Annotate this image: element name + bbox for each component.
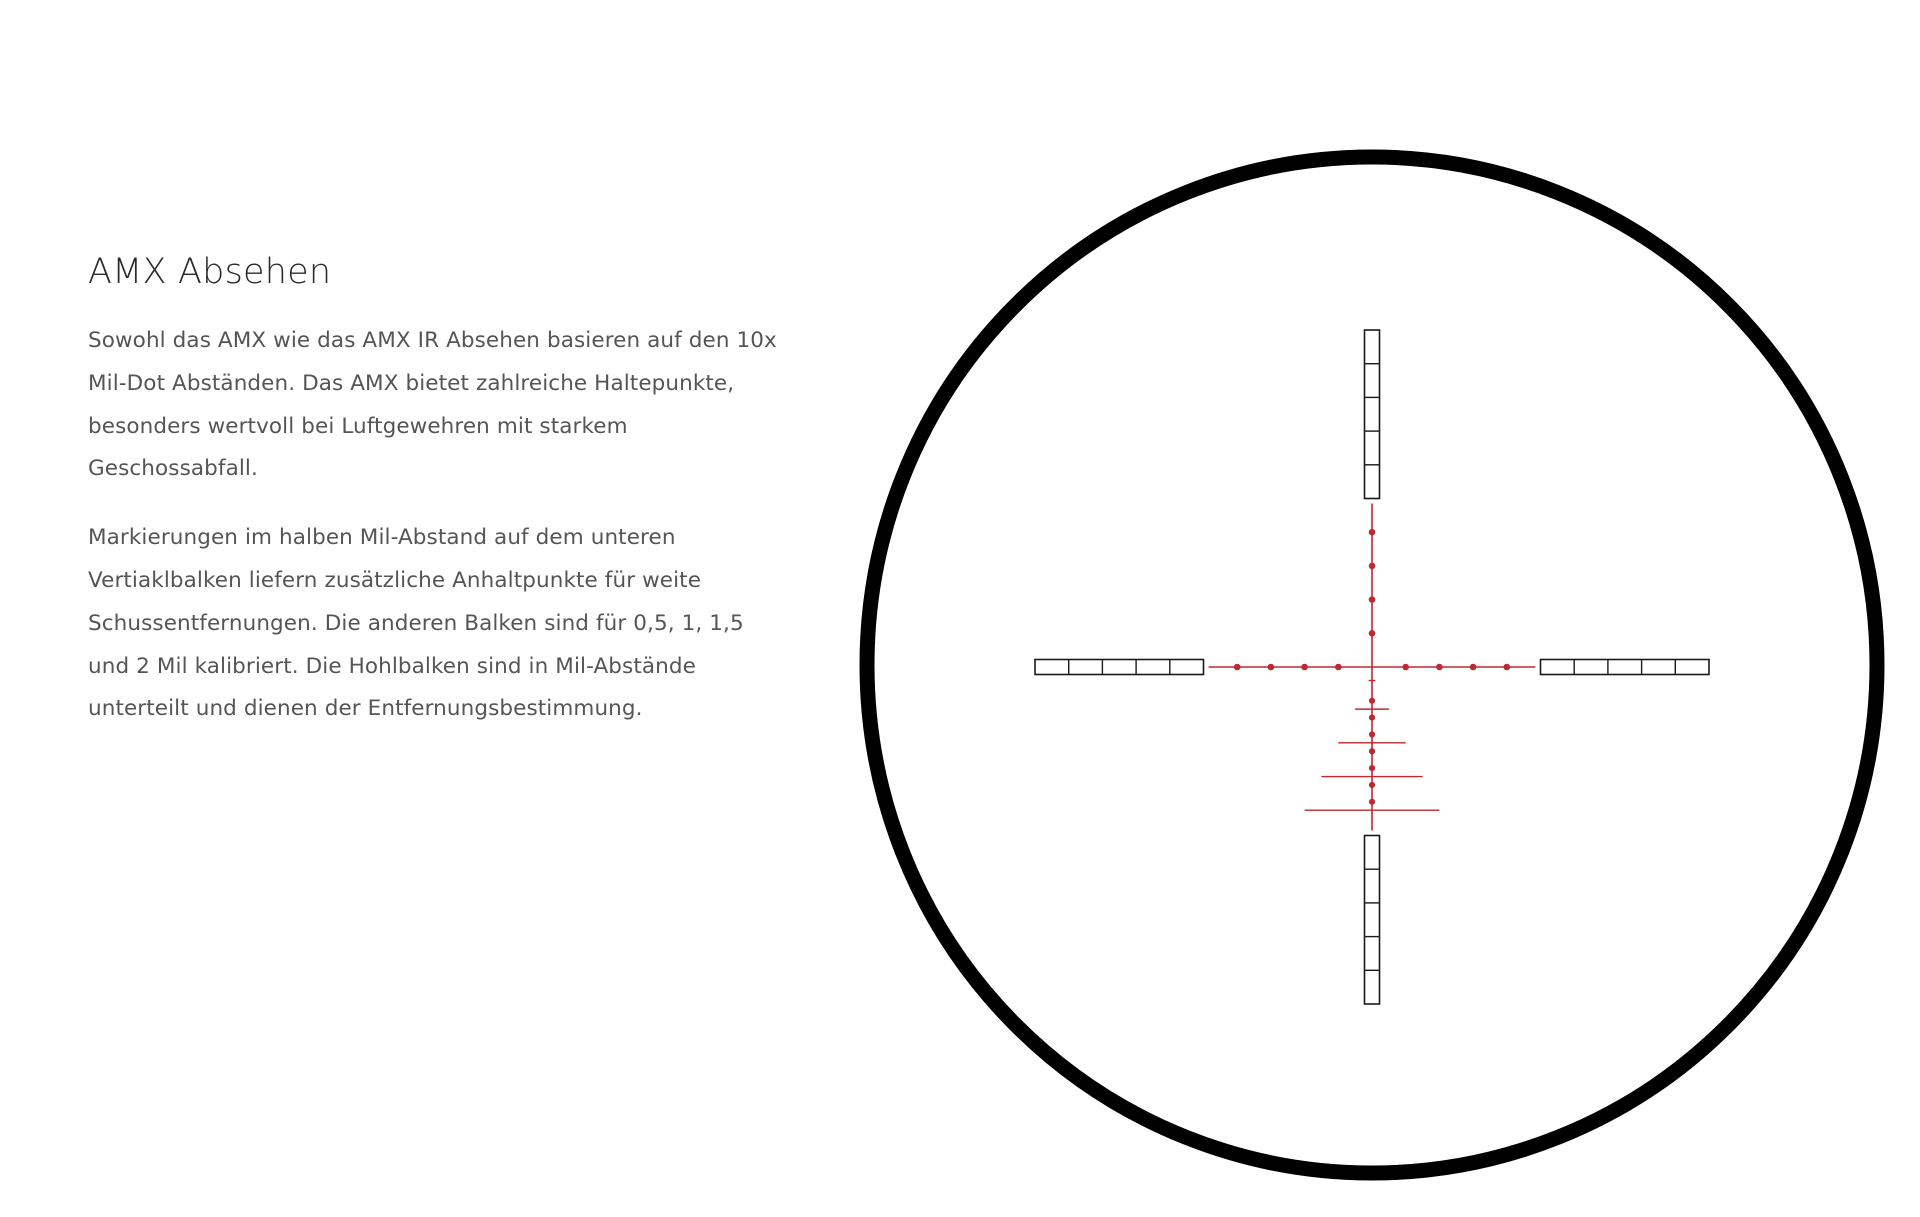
left-hollow-bar [1035,660,1204,675]
mil-dot [1268,664,1275,671]
mil-dot [1335,664,1342,671]
mil-dot [1504,664,1511,671]
mil-dot [1301,664,1308,671]
half-mil-dot [1369,748,1375,754]
page-title: AMX Absehen [88,252,332,292]
mil-dot-crosshair [1209,504,1536,831]
description-paragraph-2: Markierungen im halben Mil-Abstand auf dem unteren Vertiaklbalken liefern zusätzliche Anhaltpunkte für weite Schussentfernungen. Die anderen Balken sind für 0,5, 1, 1,5 und 2 Mil kalibriert. Die Hohlbalken sind in Mil-Abstände unterteilt und dienen der Entfernungsbestimmung. [88,525,744,722]
mil-dot [1369,596,1376,603]
half-mil-dot [1369,698,1375,704]
description-paragraph-1: Sowohl das AMX wie das AMX IR Absehen basieren auf den 10x Mil-Dot Abständen. Das AMX bietet zahlreiche Haltepunkte, besonders wertvoll bei Luftgewehren mit starkem Geschossabfall. [88,328,777,482]
mil-dot [1369,529,1376,536]
mil-dot [1470,664,1477,671]
mil-dot [1369,630,1376,637]
half-mil-dot [1369,782,1375,788]
half-mil-dot [1369,714,1375,720]
half-mil-dot [1369,799,1375,805]
mil-dot [1436,664,1443,671]
bottom-hollow-bar [1365,836,1380,1005]
right-hollow-bar [1541,660,1710,675]
mil-dot [1402,664,1409,671]
top-hollow-bar [1365,330,1380,499]
mil-dot [1369,563,1376,570]
half-mil-dot [1369,765,1375,771]
half-mil-dot [1369,731,1375,737]
mil-dot [1234,664,1241,671]
